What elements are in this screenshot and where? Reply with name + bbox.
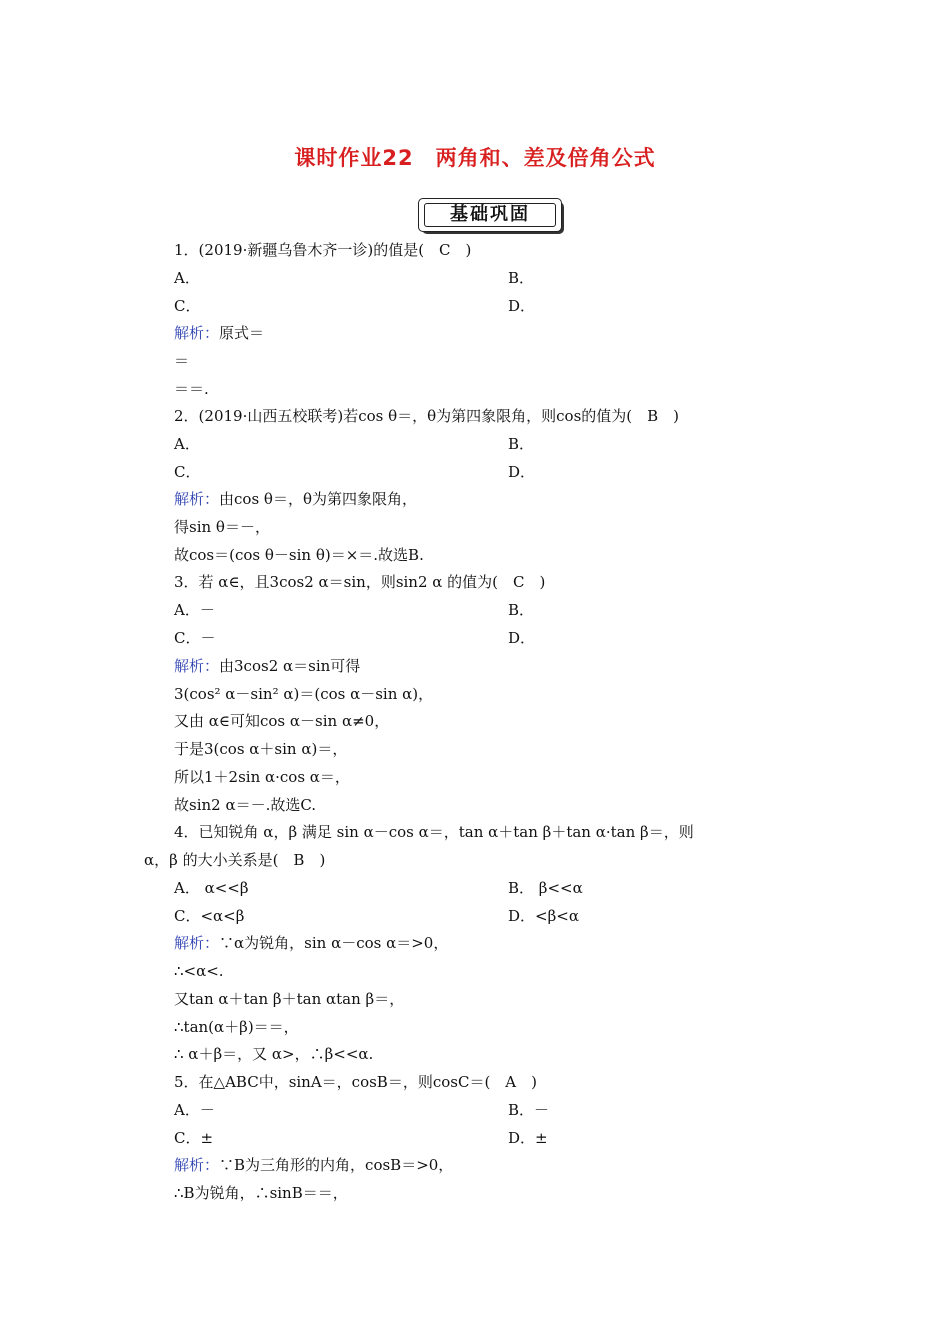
q4-option-b: B． β<<α <box>508 879 583 897</box>
solution-label: 解析： <box>174 934 220 952</box>
q3-stem: 3．若 α∈，且3cos2 α＝sin，则sin2 α 的值为( C ) <box>174 573 546 591</box>
q5-stem: 5．在△ABC中，sinA＝，cosB＝，则cosC＝( A ) <box>174 1073 537 1091</box>
q4-solution-line-2: ∴<α<. <box>174 962 224 980</box>
q4-solution-text-1: ∵α为锐角，sin α－cos α＝>0， <box>219 934 449 952</box>
q5-option-b: B．－ <box>508 1101 550 1119</box>
q1-solution-line-3: ＝＝. <box>174 380 209 398</box>
q2-option-d: D． <box>508 463 536 481</box>
q3-option-a: A．－ <box>174 601 215 619</box>
q3-solution-line-5: 所以1＋2sin α·cos α＝， <box>174 768 350 786</box>
q2-option-c: C． <box>174 463 201 481</box>
q3-solution-line-4: 于是3(cos α＋sin α)＝， <box>174 740 348 758</box>
solution-label: 解析： <box>174 490 220 508</box>
section-badge <box>418 198 564 234</box>
title-topic: 两角和、差及倍角公式 <box>435 146 656 170</box>
q4-solution-line-4: ∴tan(α＋β)＝＝， <box>174 1018 299 1036</box>
q5-solution-text-1: ∵B为三角形的内角，cosB＝>0， <box>219 1156 454 1174</box>
q4-option-a: A． α<<β <box>174 879 249 897</box>
q3-option-d: D． <box>508 629 536 647</box>
q1-solution-line-1 <box>174 323 264 343</box>
q5-solution-line-2: ∴B为锐角，∴sinB＝＝， <box>174 1184 348 1202</box>
q2-solution-line-1 <box>174 489 417 509</box>
q2-solution-line-2: 得sin θ＝－， <box>174 518 270 536</box>
q3-solution-line-2: 3(cos² α－sin² α)＝(cos α－sin α)， <box>174 685 434 703</box>
q2-solution-line-3: 故cos＝(cos θ－sin θ)＝×＝.故选B. <box>174 546 424 564</box>
q1-option-b: B． <box>508 269 535 287</box>
q3-solution-line-1 <box>174 656 360 676</box>
q1-solution-text-1: 原式＝ <box>219 324 265 342</box>
q3-solution-text-1: 由3cos2 α＝sin可得 <box>219 657 361 675</box>
title-number: 课时作业22 <box>294 146 414 170</box>
q4-stem-line-1: 4．已知锐角 α，β 满足 sin α－cos α＝，tan α＋tan β＋tan α·tan β＝，则 <box>174 823 694 841</box>
q3-option-c: C．－ <box>174 629 216 647</box>
solution-label: 解析： <box>174 324 220 342</box>
solution-label: 解析： <box>174 657 220 675</box>
q1-option-c: C． <box>174 297 201 315</box>
q4-option-c: C．<α<β <box>174 907 245 925</box>
q1-stem: 1．(2019·新疆乌鲁木齐一诊)的值是( C ) <box>174 241 472 259</box>
q4-solution-line-1 <box>174 933 448 953</box>
q3-solution-line-6: 故sin2 α＝－.故选C. <box>174 796 317 814</box>
q4-stem-line-2: α，β 的大小关系是( B ) <box>144 851 326 869</box>
q2-option-a: A． <box>174 435 200 453</box>
q2-option-b: B． <box>508 435 535 453</box>
q3-option-b: B． <box>508 601 535 619</box>
q1-solution-line-2: ＝ <box>174 352 190 370</box>
badge-frame <box>418 198 562 232</box>
solution-label: 解析： <box>174 1156 220 1174</box>
q3-solution-line-3: 又由 α∈可知cos α－sin α≠0， <box>174 712 390 730</box>
q2-stem: 2．(2019·山西五校联考)若cos θ＝，θ为第四象限角，则cos的值为( B ) <box>174 407 680 425</box>
q5-option-d: D．± <box>508 1129 548 1147</box>
page-title <box>0 142 950 172</box>
q1-option-d: D． <box>508 297 536 315</box>
q5-solution-line-1 <box>174 1155 453 1175</box>
q4-option-d: D．<β<α <box>508 907 579 925</box>
q4-solution-line-5: ∴ α＋β＝，又 α>，∴β<<α. <box>174 1045 374 1063</box>
q1-option-a: A． <box>174 269 200 287</box>
q2-solution-text-1: 由cos θ＝，θ为第四象限角， <box>219 490 417 508</box>
q5-option-a: A．－ <box>174 1101 215 1119</box>
q5-option-c: C．± <box>174 1129 214 1147</box>
q4-solution-line-3: 又tan α＋tan β＋tan αtan β＝， <box>174 990 405 1008</box>
badge-label: 基础巩固 <box>424 203 556 227</box>
